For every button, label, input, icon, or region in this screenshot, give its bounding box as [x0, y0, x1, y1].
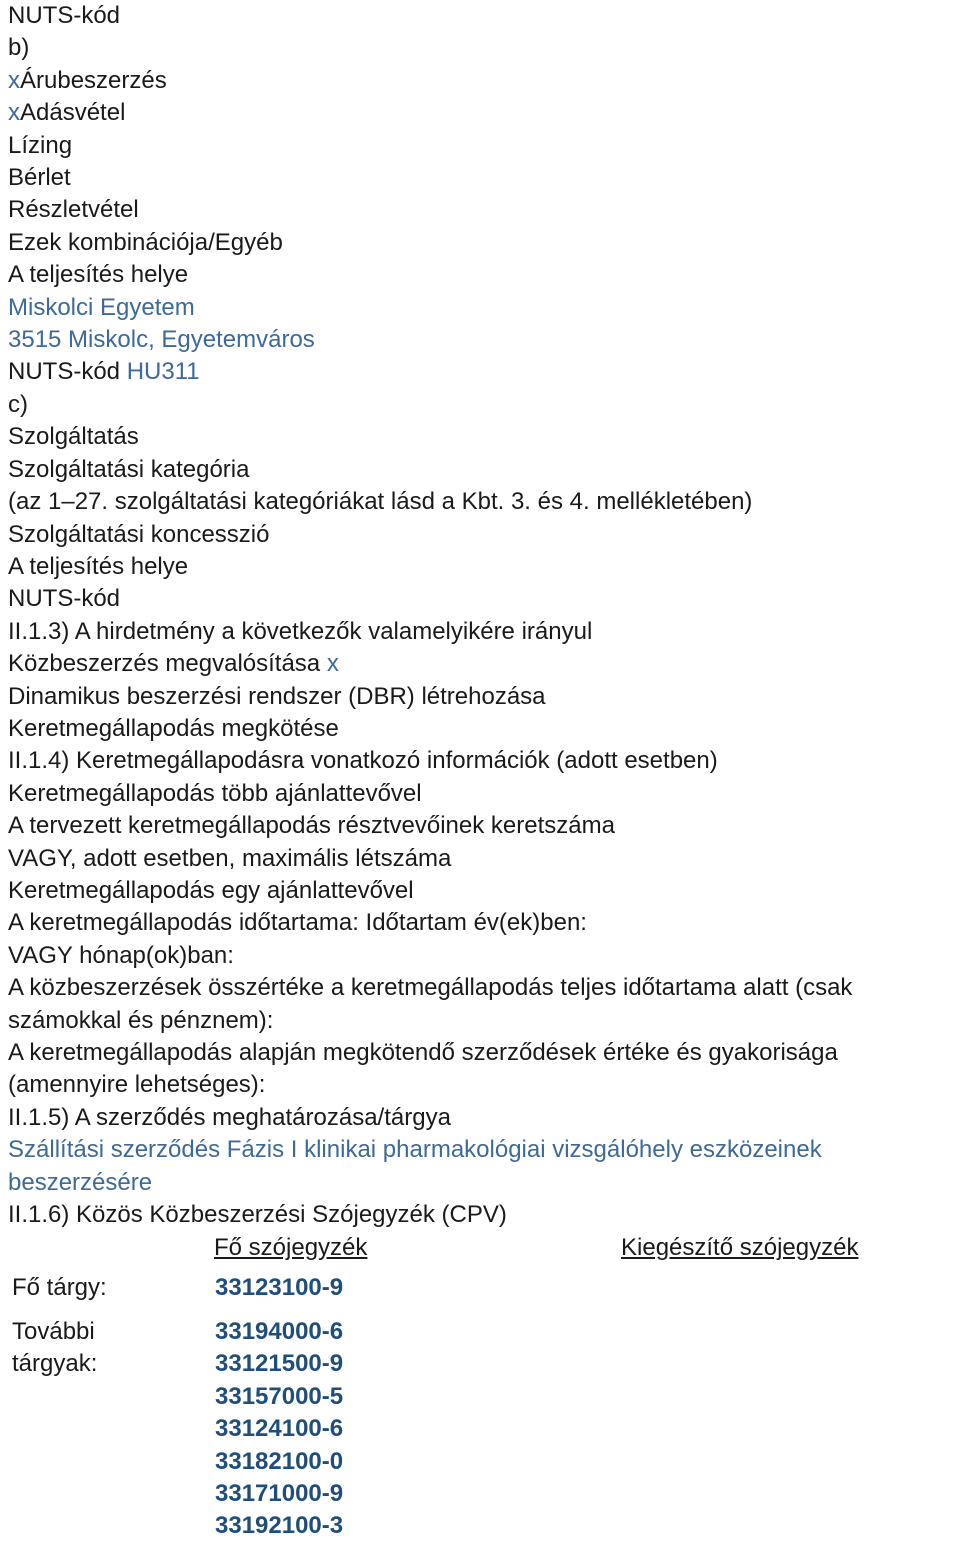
cpv-main-header: Fő szójegyzék: [214, 1234, 368, 1261]
option-koncesszio: Szolgáltatási koncesszió: [8, 520, 270, 548]
document-body: [8, 0, 953, 1540]
nuts-code-label: NUTS-kód: [8, 2, 121, 29]
option-reszletvetel: Részletvétel: [8, 196, 139, 224]
option-kozbeszerzes: Közbeszerzés megvalósítása x: [8, 650, 339, 678]
framework-contract-value: A keretmegállapodás alapján megkötendő szerződések értéke és gyakorisága (amennyire lehetséges):: [8, 1039, 838, 1099]
option-berlet: Bérlet: [8, 164, 71, 192]
cpv-code-item: 33182100-0: [215, 1447, 344, 1475]
section-ii-1-5-heading: II.1.5) A szerződés meghatározása/tárgya: [8, 1103, 451, 1131]
check-mark: x: [326, 650, 339, 678]
framework-duration-months: VAGY hónap(ok)ban:: [8, 941, 234, 969]
framework-participants-label: A tervezett keretmegállapodás résztvevőinek keretszáma: [8, 812, 615, 840]
option-adasvetel: xAdásvétel: [8, 99, 126, 127]
place-of-performance-label: A teljesítés helye: [8, 261, 189, 289]
option-kombinacio: Ezek kombinációja/Egyéb: [8, 228, 283, 256]
framework-multi-label: Keretmegállapodás több ajánlattevővel: [8, 779, 422, 807]
nuts-code-row: NUTS-kód HU311: [8, 358, 200, 386]
cpv-code-item: 33157000-5: [215, 1382, 344, 1410]
section-ii-1-4-heading: II.1.4) Keretmegállapodásra vonatkozó információk (adott esetben): [8, 747, 718, 775]
option-szolgaltatas: Szolgáltatás: [8, 423, 139, 451]
option-lizing: Lízing: [8, 131, 73, 159]
option-dbr: Dinamikus beszerzési rendszer (DBR) létrehozása: [8, 682, 546, 710]
cpv-code-item: 33192100-3: [215, 1512, 344, 1540]
framework-duration-years: A keretmegállapodás időtartama: Időtartam év(ek)ben:: [8, 909, 587, 937]
cpv-code-item: 33121500-9: [215, 1350, 344, 1378]
service-category-note: (az 1–27. szolgáltatási kategóriákat lásd a Kbt. 3. és 4. mellékletében): [8, 488, 753, 516]
option-arubeszerzes: xÁrubeszerzés: [8, 66, 167, 94]
cpv-code-item: 33194000-6: [215, 1318, 344, 1345]
section-ii-1-3-heading: II.1.3) A hirdetmény a következők valamelyikére irányul: [8, 617, 593, 645]
section-ii-1-6-heading: II.1.6) Közös Közbeszerzési Szójegyzék (CPV): [8, 1201, 507, 1229]
place-address: 3515 Miskolc, Egyetemváros: [8, 326, 315, 354]
cpv-code-item: 33124100-6: [215, 1415, 344, 1443]
framework-single-label: Keretmegállapodás egy ajánlattevővel: [8, 876, 414, 904]
cpv-supp-header: Kiegészítő szójegyzék: [621, 1234, 859, 1261]
cpv-more-label: További tárgyak:: [12, 1318, 98, 1378]
service-category-label: Szolgáltatási kategória: [8, 455, 250, 483]
cpv-code-item: 33171000-9: [215, 1480, 344, 1508]
section-c-label: c): [8, 390, 28, 418]
cpv-main-code: 33123100-9: [215, 1274, 344, 1301]
contract-subject: Szállítási szerződés Fázis I klinikai pharmakológiai vizsgálóhely eszközeinek beszerzésére: [8, 1136, 822, 1196]
nuts-code-label-2: NUTS-kód: [8, 585, 121, 613]
check-mark: x: [8, 66, 20, 94]
check-mark: x: [8, 99, 20, 127]
option-keretmegallapodas: Keretmegállapodás megkötése: [8, 714, 339, 742]
section-b-label: b): [8, 34, 30, 62]
cpv-main-label: Fő tárgy:: [12, 1274, 107, 1301]
nuts-code-value: HU311: [126, 358, 200, 386]
cpv-more-codes: [215, 1316, 343, 1543]
framework-total-value: A közbeszerzések összértéke a keretmegállapodás teljes időtartama alatt (csak számokkal és pénznem):: [8, 974, 853, 1034]
place-of-performance-label-2: A teljesítés helye: [8, 552, 189, 580]
place-name: Miskolci Egyetem: [8, 293, 195, 321]
framework-max-label: VAGY, adott esetben, maximális létszáma: [8, 844, 452, 872]
